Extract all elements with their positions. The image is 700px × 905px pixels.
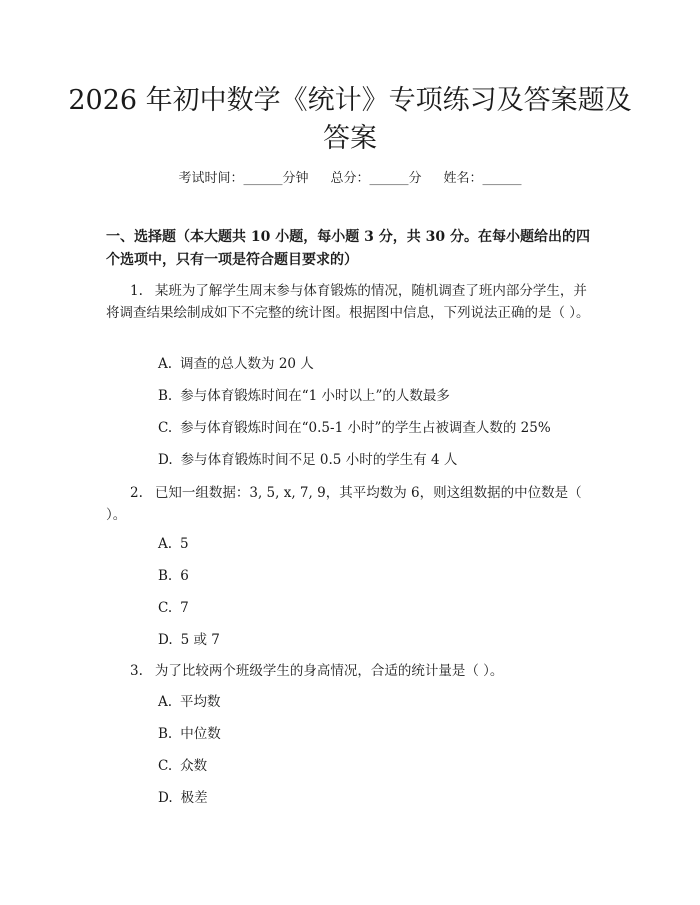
option-letter: B. (158, 568, 173, 584)
question-text: 某班为了解学生周末参与体育锻炼的情况，随机调查了班内部分学生，并将调查结果绘制成如下不完整的统计图。根据图中信息，下列说法正确的是（ ）。 (106, 283, 590, 321)
option-text: 极差 (180, 790, 208, 806)
exam-time-field: 考试时间：______分钟 (178, 171, 309, 186)
option-3b (158, 724, 598, 744)
option-text: 参与体育锻炼时间不足 0.5 小时的学生有 4 人 (180, 452, 458, 468)
option-2a (158, 534, 598, 554)
option-letter: C. (158, 600, 173, 616)
option-letter: B. (158, 388, 173, 404)
question-number: 3. (130, 663, 143, 679)
option-text: 5 (180, 536, 189, 552)
option-3a (158, 692, 598, 712)
option-text: 众数 (180, 758, 208, 774)
option-letter: D. (158, 790, 173, 806)
option-letter: A. (158, 694, 173, 710)
option-letter: B. (158, 726, 173, 742)
option-letter: D. (158, 452, 173, 468)
question-number: 2. (130, 485, 143, 501)
total-score-field: 总分：______分 (330, 171, 422, 186)
option-2d (158, 630, 598, 650)
option-3d (158, 788, 598, 808)
option-text: 7 (180, 600, 189, 616)
option-text: 调查的总人数为 20 人 (180, 356, 314, 372)
question-text: 为了比较两个班级学生的身高情况，合适的统计量是（ ）。 (154, 663, 504, 679)
option-text: 参与体育锻炼时间在“0.5-1 小时”的学生占被调查人数的 25% (180, 420, 551, 436)
question-3 (106, 660, 600, 682)
option-letter: A. (158, 536, 173, 552)
option-2b (158, 566, 598, 586)
option-2c (158, 598, 598, 618)
option-1c (158, 418, 598, 438)
option-1d (158, 450, 598, 470)
option-text: 6 (180, 568, 189, 584)
page-title: 2026 年初中数学《统计》专项练习及答案题及答案 (68, 85, 632, 154)
exam-info (0, 170, 700, 188)
option-letter: A. (158, 356, 173, 372)
option-letter: D. (158, 632, 173, 648)
section-heading: 一、选择题（本大题共 10 小题，每小题 3 分，共 30 分。在每小题给出的四个选项中，只有一项是符合题目要求的） (106, 229, 590, 268)
option-text: 参与体育锻炼时间在“1 小时以上”的人数最多 (180, 388, 450, 404)
name-field: 姓名：______ (443, 171, 522, 186)
option-1a (158, 354, 598, 374)
option-letter: C. (158, 420, 173, 436)
option-letter: C. (158, 758, 173, 774)
option-text: 平均数 (180, 694, 221, 710)
question-number: 1. (130, 283, 143, 299)
question-text: 已知一组数据：3, 5, x, 7, 9，其平均数为 6，则这组数据的中位数是（ ）。 (106, 485, 582, 523)
option-text: 5 或 7 (180, 632, 220, 648)
question-2 (106, 482, 600, 526)
option-1b (158, 386, 598, 406)
option-3c (158, 756, 598, 776)
question-1 (106, 280, 600, 324)
option-text: 中位数 (180, 726, 221, 742)
